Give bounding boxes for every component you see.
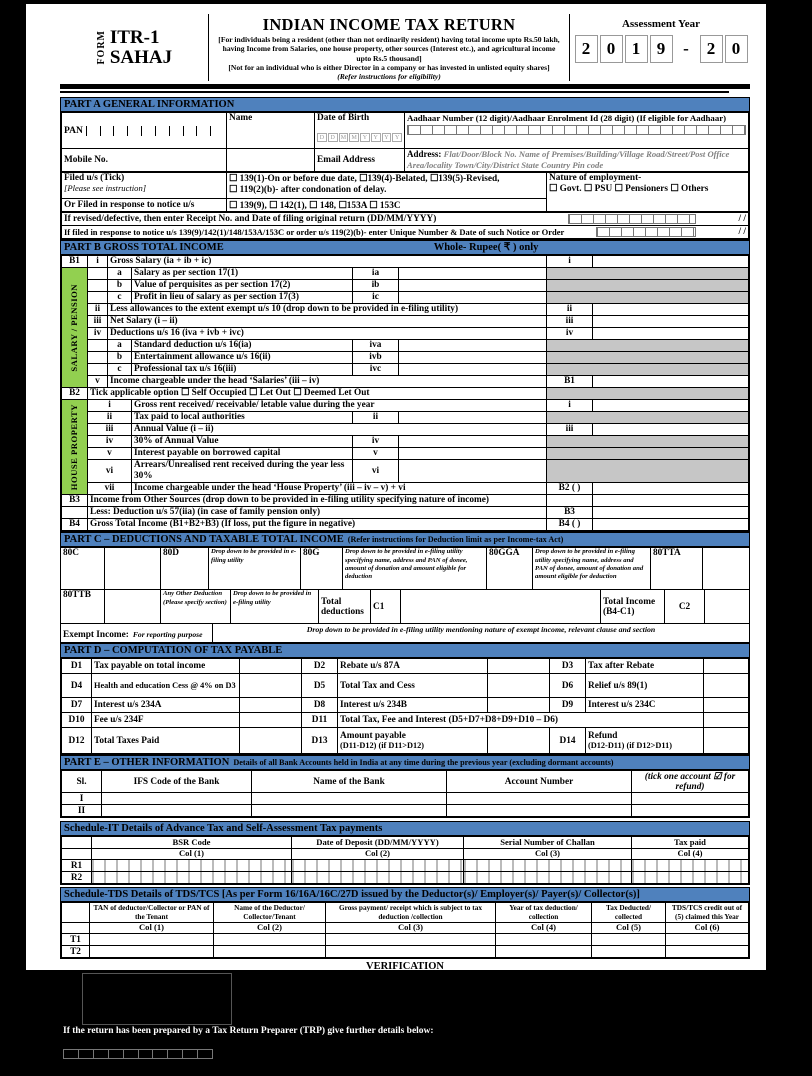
form-header [60,14,750,81]
amount-input[interactable] [704,713,749,728]
tds-input[interactable] [666,946,749,958]
row-label: Interest u/s 234A [92,698,240,713]
row-label: Salary as per section 17(1) [132,268,353,280]
row-code: B1 [62,256,88,268]
80g-dropdown-note[interactable]: Drop down to be provided in e-filing utility specifying name, address and PAN of donee, amount of donation and amount eligible for deduction [343,548,487,589]
col-bsr-code: BSR Code [92,837,292,849]
amount-input[interactable] [398,460,546,483]
amount-input[interactable] [488,674,550,698]
amount-input[interactable] [593,483,749,495]
assessment-year-block [570,14,750,81]
header-rule-thick [60,84,750,89]
col-year-of-deduction: Year of tax deduction/ collection [496,903,592,923]
form-id-block [60,14,208,81]
amount-input[interactable] [398,352,546,364]
date-input-boxes[interactable] [292,872,464,884]
col-number: Col (3) [326,923,496,934]
notice-label: If filed in response to notice u/s 139(9)/142(1)/148/153A/153C or order u/s 119(2)(b)- enter Unique Number & Date of such Notice or Order [64,227,565,238]
ifs-input[interactable] [102,805,252,817]
col-number: Col (2) [214,923,326,934]
row-code: B4 [62,519,88,531]
eligibility-note-1: [For individuals being a resident (other than not ordinarily resident) having total income upto Rs.50 lakh, having Income from Salaries, one house property, other sources (Interest etc.), and agricultural income upto Rs.5 thousand] [218,35,560,63]
filed-option-line2[interactable]: ☐ 119(2)(b)- after condonation of delay. [229,185,387,196]
row-code: B2 [62,388,88,400]
form-title-block [208,14,570,81]
filed-us-options[interactable] [227,173,547,199]
row-label: Income chargeable under the head ‘Salaries’ (iii – iv) [108,376,547,388]
tds-input[interactable] [90,946,214,958]
address-label: Address: [407,149,442,160]
form-vertical-label: FORM [95,30,107,65]
revised-date[interactable]: / / [738,214,746,225]
row-label: Total Tax and Cess [338,674,488,698]
80ttb-input[interactable] [105,590,161,623]
or-filed-label: Or Filed in response to notice u/s [62,199,227,212]
row-label: Income from Other Sources (drop down to be provided in e-filing utility specifying nature of income) [88,495,547,507]
part-b-title: PART B GROSS TOTAL INCOME [64,242,224,254]
shaded-cell [547,460,749,483]
col-date-of-deposit: Date of Deposit (DD/MM/YYYY) [292,837,464,849]
any-other-deduction-label: Any Other Deduction (Please specify section) [161,590,231,623]
refund-tick-input[interactable] [632,793,749,805]
row-label: Interest u/s 234B [338,698,488,713]
col-bank-name: Name of the Bank [252,771,447,793]
part-c-note: (Refer instructions for Deduction limit as per Income-tax Act) [347,535,564,545]
date-input-boxes[interactable] [292,860,464,872]
ay-digit: 0 [600,35,623,63]
80ttb-label: 80TTB [61,590,105,623]
col-number: Col (2) [292,849,464,860]
shaded-cell [547,268,749,280]
col-refund-tick: (tick one account ☑ for refund) [632,771,749,793]
row-label: Fee u/s 234F [92,713,240,728]
amount-input[interactable] [593,495,749,507]
trp-id-input-boxes[interactable] [63,1049,213,1059]
ay-digit: 2 [575,35,598,63]
trp-bar: If the return has been prepared by a Tax Return Preparer (TRP) give further details below: [60,1025,750,1037]
amount-input[interactable] [240,728,302,754]
col-number: Col (4) [632,849,749,860]
aadhaar-input-boxes[interactable] [407,125,746,135]
form-name-line2: SAHAJ [109,46,173,68]
row-label: Income chargeable under the head ‘House Property’ (iii – iv – v) + vi [132,483,547,495]
col-ifs-code: IFS Code of the Bank [102,771,252,793]
house-property-band: HOUSE PROPERTY [62,400,88,495]
col-number: Col (5) [592,923,666,934]
row-code: B3 [62,495,88,507]
trp-reimbursement-input[interactable] [536,1064,750,1076]
account-input[interactable] [447,805,632,817]
verification-section [60,973,750,1025]
trp-name-cell[interactable]: Name of TRP [274,1038,536,1064]
ay-digit: 9 [650,35,673,63]
shaded-cell [547,448,749,460]
shaded-cell [547,388,749,400]
amount-input[interactable] [240,659,302,674]
row-label: Annual Value (i – ii) [132,424,547,436]
80d-label: 80D [161,548,209,589]
exempt-income-cell [61,624,213,642]
amount-input[interactable] [593,256,749,268]
row-label: Total Tax, Fee and Interest (D5+D7+D8+D9+D10 – D6) [338,713,704,728]
row-label: Health and education Cess @ 4% on D3 [92,674,240,698]
shaded-cell [547,364,749,376]
tds-input[interactable] [592,946,666,958]
col-number: Col (4) [496,923,592,934]
schedule-tds-title: Schedule-TDS Details of TDS/TCS [As per Form 16/16A/16C/27D issued by the Deductor(s)/ Employer(s)/ Payer(s)/ Collector(s)] [64,889,640,901]
amount-input[interactable] [398,364,546,376]
80gga-dropdown-note[interactable]: Drop down to be provided in e-filing utility specifying name, address and PAN of donee, amount of donation and amount eligible for deduction [533,548,651,589]
amount-input[interactable] [593,424,749,436]
salary-pension-band: SALARY / PENSION [62,268,88,388]
eligibility-note-3: (Refer instructions for eligibility) [337,72,441,81]
schedule-it-title: Schedule-IT Details of Advance Tax and Self-Assessment Tax payments [64,823,383,835]
tds-input[interactable] [496,934,592,946]
80gga-label: 80GGA [487,548,533,589]
it-row-label: R1 [62,860,92,872]
aadhaar-label: Aadhaar Number (12 digit)/Aadhaar Enrolment Id (28 digit) (If eligible for Aadhaar) [407,113,727,124]
part-e-bar [60,755,750,769]
amount-input[interactable] [704,659,749,674]
tax-paid-input-boxes[interactable] [632,872,749,884]
bank-row-label: I [62,793,102,805]
pan-input-boxes[interactable] [86,126,224,136]
tds-input[interactable] [592,934,666,946]
col-number: Col (6) [666,923,749,934]
row-label: Professional tax u/s 16(iii) [132,364,353,376]
col-account-number: Account Number [447,771,632,793]
80g-label: 80G [301,548,343,589]
row-label: Total Taxes Paid [92,728,240,754]
pan-cell[interactable] [62,113,227,149]
pan-label: PAN [64,125,83,136]
it-row-label: R2 [62,872,92,884]
80c-input[interactable] [105,548,161,589]
part-e-title: PART E – OTHER INFORMATION [64,757,230,769]
row-label: Less: Deduction u/s 57(iia) (in case of family pension only) [88,507,547,519]
shaded-cell [547,436,749,448]
col-gross-payment: Gross payment/ receipt which is subject to tax deduction /collection [326,903,496,923]
ay-digit: 0 [725,35,748,63]
tds-input[interactable] [666,934,749,946]
row-label: Tax payable on total income [92,659,240,674]
email-label[interactable]: Email Address [315,149,405,172]
refund-tick-input[interactable] [632,805,749,817]
eligibility-note-2: [Not for an individual who is either Director in a company or has invested in unlisted equity shares] [228,62,550,72]
serial-input-boxes[interactable] [464,872,632,884]
mobile-label: Mobile No. [62,149,227,172]
c2-input[interactable] [705,590,749,623]
row-label: Tax paid to local authorities [132,412,353,424]
part-e-note: Details of all Bank Accounts held in India at any time during the previous year (excluding dormant accounts) [233,758,614,768]
tds-input[interactable] [496,946,592,958]
row-label: Value of perquisites as per section 17(2) [132,280,353,292]
amount-input[interactable] [240,713,302,728]
bank-name-input[interactable] [252,805,447,817]
part-d-title: PART D – COMPUTATION OF TAX PAYABLE [64,645,283,657]
part-a-table [60,111,750,240]
revised-receipt-boxes[interactable] [568,214,696,224]
schedule-tds-table [60,901,750,959]
rupee-note: Whole- Rupee( ₹ ) only [433,242,539,254]
part-a-title: PART A GENERAL INFORMATION [64,99,235,111]
total-income-label: Total Income (B4-C1) [601,590,665,623]
amount-input[interactable] [398,412,546,424]
tds-input[interactable] [326,946,496,958]
row-label: Entertainment allowance u/s 16(ii) [132,352,353,364]
row-label: Standard deduction u/s 16(ia) [132,340,353,352]
row-label: Arrears/Unrealised rent received during the year less 30% [132,460,353,483]
row-label: Gross Total Income (B1+B2+B3) (If loss, put the figure in negative) [88,519,547,531]
amount-input[interactable] [488,728,550,754]
row-label: Net Salary (i – ii) [108,316,547,328]
part-c-bar [60,532,750,546]
exempt-income-label: Exempt Income: [63,630,129,641]
assessment-year-label: Assessment Year [621,18,701,30]
form-name-line1: ITR-1 [109,26,160,48]
aadhaar-field[interactable] [405,113,749,149]
col-tax-deducted: Tax Deducted/ collected [592,903,666,923]
amount-input[interactable] [593,328,749,340]
amount-input[interactable] [704,728,749,754]
c1-input[interactable] [401,590,601,623]
80tta-label: 80TTA [651,548,703,589]
tax-paid-input-boxes[interactable] [632,860,749,872]
bsr-input-boxes[interactable] [92,872,292,884]
part-d-table: D1 Tax payable on total income D2 Rebate u/s 87A D3 Tax after Rebate D4 Health and education Cess @ 4% on D3 D5 Total Tax and Cess D6 Relief u/s 89(1) D7 Interest u/s 234A D8 Interest u/s 234B D9 Interest u/s 234C D10 Fee u/s 234F D11 Total Tax, Fee and Interest (D5+D7+D8+D9+D10 – D6) D12 Total Taxes Paid D13 Amount payable (D11-D12) (if D11>D12) D14 Refund (D12-D11) (if D12>D11) [60,657,750,755]
filed-us-note: [Please see instruction] [64,183,147,194]
notice-date[interactable]: / / [738,227,746,238]
signature-label[interactable]: Signature: [515,1014,555,1025]
shaded-cell [547,352,749,364]
schedule-tds-bar [60,887,750,901]
shaded-cell [547,292,749,304]
part-d-bar [60,643,750,657]
b2-tick-options[interactable]: Tick applicable option ☐ Self Occupied ☐ Let Out ☐ Deemed Let Out [88,388,547,400]
ay-digit: 2 [700,35,723,63]
total-deductions-label: Total deductions [319,590,371,623]
form-title: INDIAN INCOME TAX RETURN [262,15,516,34]
row-label: Gross rent received/ receivable/ letable value during the year [132,400,547,412]
part-b-bar [60,240,750,254]
row-label: Interest u/s 234C [586,698,704,713]
part-b-table: B1 i Gross Salary (ia + ib + ic) i SALARY / PENSION a Salary as per section 17(1) ia b Value of perquisites as per section 17(2) ib c Profit in lieu of salary as per section 17(3) ic ii Less allowances to the extent exempt u/s 10 (drop down to be provided in e-filing utility) ii iii Net Salary (i – ii) iii iv Deductions u/s 16 (iva + ivb + ivc) iv a Standard deduction u/s 16(ia) iva b Entertainment allowance u/s 16(ii) ivb c Professional tax u/s 16(iii) ivc v Income chargeable under the head ‘Salaries’ (iii – iv) B1 B2 Tick applicable option ☐ Self Occupied ☐ Let Out ☐ Deemed Let Out HOUSE PROPERTY i Gross rent received/ receivable/ letable value during the year i ii Tax paid to local authorities ii iii Annual Value (i – ii) iii iv 30% of Annual Value iv v Interest payable on borrowed capital v vi Arrears/Unrealised rent received during the year less 30% vi vii Income chargeable under the head ‘House Property’ (iii – iv – v) + vi B2 ( ) B3 Income from Other Sources (drop down to be provided in e-filing utility specifying nature of income) Less: Deduction u/s 57(iia) (in case of family pension only) B3 B4 Gross Total Income (B1+B2+B3) (If loss, put the figure in negative) B4 ( ) [60,254,750,532]
col-tds-credit: TDS/TCS credit out of (5) claimed this Year [666,903,749,923]
amount-input[interactable] [593,316,749,328]
col-number: Col (1) [92,849,292,860]
bsr-input-boxes[interactable] [92,860,292,872]
shaded-cell [547,412,749,424]
exempt-income-note: For reporting purpose [132,630,203,640]
amount-input[interactable] [593,400,749,412]
bank-name-input[interactable] [252,793,447,805]
amount-input[interactable] [704,674,749,698]
ay-digit: 1 [625,35,648,63]
amount-input[interactable] [704,698,749,713]
amount-input[interactable] [240,674,302,698]
amount-input[interactable] [398,292,546,304]
80c-label: 80C [61,548,105,589]
amount-input[interactable] [593,507,749,519]
80d-dropdown-note[interactable]: Drop down to be provided in e-filing utility [209,548,301,589]
amount-input[interactable] [593,519,749,531]
or-filed-options[interactable]: ☐ 139(9), ☐ 142(1), ☐ 148, ☐153A ☐ 153C [227,199,547,212]
row-label: Amount payable (D11-D12) (if D11>D12) [338,728,488,754]
trp-reimbursement-label: If TRP is entitled for any reimbursement from the Government, amount thereof [61,1064,536,1076]
assessment-year-digits [574,35,748,63]
col-tax-paid: Tax paid [632,837,749,849]
any-other-dropdown-note[interactable]: Drop down to be provided in e-filing utility [231,590,319,623]
amount-input[interactable] [240,698,302,713]
col-number: Col (3) [464,849,632,860]
tds-row-label: T2 [62,946,90,958]
row-label: Interest payable on borrowed capital [132,448,353,460]
part-c-title: PART C – DEDUCTIONS AND TAXABLE TOTAL INCOME [64,534,344,546]
amount-input[interactable] [593,376,749,388]
part-a-bar [60,97,750,111]
dob-label: Date of Birth [317,113,370,124]
filed-us-cell [62,173,227,199]
form-name [110,28,172,68]
row-label: 30% of Annual Value [132,436,353,448]
amount-input[interactable] [398,340,546,352]
schedule-it-table [60,835,750,885]
tds-input[interactable] [214,934,326,946]
notice-row [62,226,749,239]
row-label: Rebate u/s 87A [338,659,488,674]
tds-input[interactable] [90,934,214,946]
ifs-input[interactable] [102,793,252,805]
c2-tag: C2 [665,590,705,623]
exempt-dropdown-note[interactable]: Drop down to be provided in e-filing utility mentioning nature of exempt income, relevant clause and section [306,625,656,635]
employment-options[interactable]: ☐ Govt. ☐ PSU ☐ Pensioners ☐ Others [549,184,709,195]
employment-cell[interactable] [547,173,749,212]
trp-counter-signature-cell[interactable]: Counter Signature of TRP [536,1038,750,1064]
revised-label: If revised/defective, then enter Receipt No. and Date of filing original return (DD/MM/YYYY) [64,214,437,225]
dob-field[interactable] [315,113,405,149]
col-tan: TAN of deductor/Collector or PAN of the Tenant [90,903,214,923]
form-page [26,4,766,1075]
revised-row [62,213,749,226]
serial-input-boxes[interactable] [464,860,632,872]
part-e-table [60,769,750,818]
col-serial-number: Serial Number of Challan [464,837,632,849]
amount-input[interactable] [593,304,749,316]
filed-us-label: Filed u/s (Tick) [64,173,125,184]
verification-title: VERIFICATION [366,961,444,973]
col-deductor-name: Name of the Deductor/ Collector/Tenant [214,903,326,923]
col-sl: Sl. [62,771,102,793]
amount-input[interactable] [488,698,550,713]
address-hint: Flat/Door/Block No. Name of Premises/Building/Village Road/Street/Post Office Area/locality Town/City/District State Country Pin code [407,149,730,171]
row-label: Profit in lieu of salary as per section 17(3) [132,292,353,304]
row-label: Less allowances to the extent exempt u/s 10 (drop down to be provided in e-filing utility) [108,304,547,316]
account-input[interactable] [447,793,632,805]
c1-tag: C1 [371,590,401,623]
row-label: Refund (D12-D11) (if D12>D11) [586,728,704,754]
part-c-table [60,546,750,643]
amount-input[interactable] [398,436,546,448]
ay-dash: - [683,39,689,58]
trp-id-label: Identification No. of TRP [63,1038,164,1049]
shaded-cell [547,340,749,352]
employment-label: Nature of employment- [549,173,642,184]
80tta-input[interactable] [703,548,749,589]
tds-input[interactable] [214,946,326,958]
notice-number-boxes[interactable] [596,227,696,237]
name-field[interactable]: Name [227,113,315,149]
amount-input[interactable] [398,448,546,460]
row-label: Tax after Rebate [586,659,704,674]
amount-input[interactable] [488,659,550,674]
shaded-cell [547,280,749,292]
mobile-input[interactable] [227,149,315,172]
stamp-box: Stamp Receipt No., Seal, Date & Sign of Receiving Official [82,973,232,1025]
row-label: Relief u/s 89(1) [586,674,704,698]
dob-input-boxes[interactable]: D D M M Y Y Y Y [317,133,402,142]
row-label: Deductions u/s 16 (iva + ivb + ivc) [108,328,547,340]
tds-input[interactable] [326,934,496,946]
trp-id-cell[interactable] [61,1038,274,1064]
tds-row-label: T1 [62,934,90,946]
amount-input[interactable] [398,280,546,292]
verification-paragraph: I, son/ daughter of solemnly declare that to the best of my knowledge and belief, the information given in the return is correct and complete and is in accordance with the provisions of the Income-tax Act, 1961. I further declare that I am making this return in my capacity as ___________(drop down to be provided in e-filing utility) and I am also competent to make this return and verify it. I am holding permanent account number ____________.(Please see instruction). [240,973,750,1015]
schedule-it-bar [60,821,750,835]
amount-input[interactable] [398,268,546,280]
verification-date-signature [240,1015,750,1025]
trp-table [60,1037,750,1076]
bank-row-label: II [62,805,102,817]
filed-option-line1[interactable]: ☐ 139(1)-On or before due date, ☐139(4)-Belated, ☐139(5)-Revised, [229,174,500,185]
row-label: Gross Salary (ia + ib + ic) [108,256,547,268]
date-label[interactable]: Date: [240,1014,261,1025]
col-number: Col (1) [90,923,214,934]
address-field[interactable] [405,149,749,172]
